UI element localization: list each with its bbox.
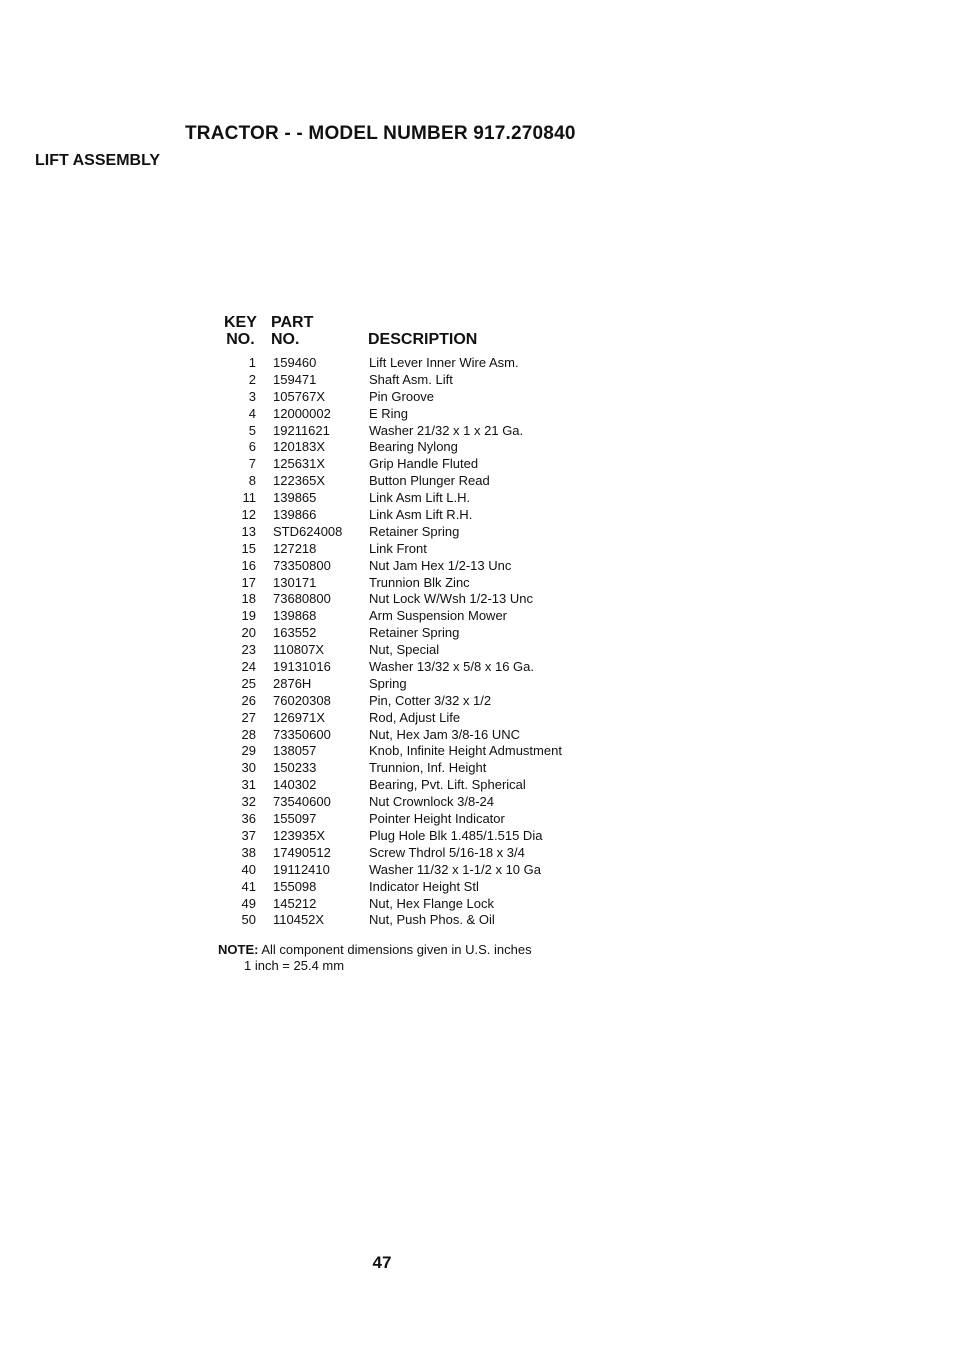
description-cell: Nut Jam Hex 1/2-13 Unc (369, 557, 512, 573)
parts-list (0, 355, 954, 929)
part-no-cell: 126971X (273, 709, 326, 725)
part-no-cell: 2876H (273, 675, 312, 691)
part-no-cell: 73350800 (273, 557, 331, 573)
part-no-cell: 122365X (273, 473, 326, 489)
table-row (0, 845, 954, 862)
part-no-cell: 110807X (273, 642, 325, 658)
description-cell: Knob, Infinite Height Admustment (369, 743, 562, 759)
key-no-cell: 1 (248, 355, 256, 370)
description-cell: Washer 13/32 x 5/8 x 16 Ga. (369, 659, 534, 675)
part-no-cell: 123935X (273, 827, 326, 843)
part-no-cell: 145212 (273, 895, 317, 911)
key-no-cell: 4 (248, 405, 256, 421)
part-no-cell: 17490512 (273, 844, 331, 860)
table-row (0, 406, 954, 423)
description-cell: Washer 21/32 x 1 x 21 Ga. (369, 422, 524, 438)
table-row (0, 811, 954, 828)
table-row (0, 896, 954, 913)
table-row (0, 372, 954, 389)
key-no-cell: 19 (241, 608, 256, 624)
key-no-cell: 37 (241, 827, 256, 843)
description-cell: Lift Lever Inner Wire Asm. (369, 355, 519, 370)
table-row (0, 676, 954, 693)
part-no-cell: 73540600 (273, 794, 331, 810)
description-cell: Trunnion Blk Zinc (369, 574, 470, 590)
key-no-cell: 31 (241, 777, 256, 793)
description-cell: Link Front (369, 540, 427, 556)
key-no-cell: 8 (248, 473, 256, 489)
table-row (0, 524, 954, 541)
key-no-cell: 26 (241, 692, 256, 708)
table-row (0, 659, 954, 676)
table-row (0, 862, 954, 879)
key-header-line2: NO. (226, 331, 255, 348)
key-no-cell: 41 (241, 878, 256, 894)
table-row (0, 608, 954, 625)
table-row (0, 693, 954, 710)
description-cell: Indicator Height Stl (369, 878, 479, 894)
table-row (0, 473, 954, 490)
part-no-cell: 73350600 (273, 726, 331, 742)
description-cell: Arm Suspension Mower (369, 608, 507, 624)
description-cell: Nut, Push Phos. & Oil (369, 912, 495, 928)
key-no-cell: 24 (241, 659, 256, 675)
description-cell: Link Asm Lift R.H. (369, 507, 473, 523)
table-row (0, 490, 954, 507)
table-row (0, 625, 954, 642)
part-no-cell: 155097 (273, 811, 317, 827)
key-no-cell: 6 (248, 439, 256, 455)
description-cell: Washer 11/32 x 1-1/2 x 10 Ga (369, 861, 541, 877)
part-no-cell: 139866 (273, 507, 317, 523)
description-cell: Grip Handle Fluted (369, 456, 479, 472)
key-no-cell: 17 (241, 574, 256, 590)
note-text: All component dimensions given in U.S. inches (258, 942, 532, 957)
note-conversion: 1 inch = 25.4 mm (244, 958, 345, 973)
description-cell: E Ring (369, 405, 409, 421)
description-cell: Pointer Height Indicator (369, 811, 505, 827)
table-row (0, 423, 954, 440)
part-no-cell: 19211621 (273, 422, 330, 438)
table-row (0, 591, 954, 608)
key-no-cell: 5 (248, 422, 256, 438)
note-label: NOTE: (218, 942, 259, 957)
column-header-description: DESCRIPTION (368, 331, 478, 348)
key-no-cell: 2 (248, 371, 256, 387)
table-row (0, 507, 954, 524)
key-no-cell: 15 (241, 540, 256, 556)
section-title: LIFT ASSEMBLY (35, 152, 161, 169)
key-no-cell: 50 (241, 912, 256, 928)
description-cell: Nut, Special (369, 642, 440, 658)
part-no-cell: STD624008 (273, 523, 343, 539)
key-header-line1: KEY (224, 314, 257, 331)
key-no-cell: 18 (241, 591, 256, 607)
part-no-cell: 159471 (273, 371, 317, 387)
table-row (0, 879, 954, 896)
column-header-key-no (224, 314, 257, 348)
part-no-cell: 19131016 (273, 659, 331, 675)
table-row (0, 743, 954, 760)
description-cell: Rod, Adjust Life (369, 709, 461, 725)
part-no-cell: 19112410 (273, 861, 330, 877)
key-no-cell: 23 (241, 642, 256, 658)
table-row (0, 575, 954, 592)
key-no-cell: 38 (241, 844, 256, 860)
part-no-cell: 130171 (273, 574, 317, 590)
table-row (0, 642, 954, 659)
part-no-cell: 76020308 (273, 692, 331, 708)
part-no-cell: 110452X (273, 912, 325, 928)
part-header-line1: PART (271, 314, 314, 331)
key-no-cell: 28 (241, 726, 256, 742)
table-row (0, 760, 954, 777)
key-no-cell: 25 (241, 675, 256, 691)
description-cell: Nut Lock W/Wsh 1/2-13 Unc (369, 591, 533, 607)
key-no-cell: 12 (241, 507, 256, 523)
description-cell: Spring (369, 675, 407, 691)
key-no-cell: 32 (241, 794, 256, 810)
description-cell: Bearing Nylong (369, 439, 458, 455)
part-header-line2: NO. (271, 331, 300, 348)
part-no-cell: 139868 (273, 608, 317, 624)
table-row (0, 828, 954, 845)
key-no-cell: 11 (242, 490, 256, 506)
key-no-cell: 40 (241, 861, 256, 877)
page-title: TRACTOR - - MODEL NUMBER 917.270840 (185, 123, 576, 144)
description-cell: Nut, Hex Jam 3/8-16 UNC (369, 726, 520, 742)
part-no-cell: 155098 (273, 878, 317, 894)
key-no-cell: 20 (241, 625, 256, 641)
key-no-cell: 36 (241, 811, 256, 827)
part-no-cell: 138057 (273, 743, 317, 759)
table-row (0, 777, 954, 794)
description-cell: Trunnion, Inf. Height (369, 760, 487, 776)
description-cell: Pin Groove (369, 388, 435, 404)
part-no-cell: 120183X (273, 439, 326, 455)
column-header-part-no (271, 314, 313, 348)
part-no-cell: 12000002 (273, 405, 331, 421)
key-no-cell: 30 (241, 760, 256, 776)
description-cell: Bearing, Pvt. Lift. Spherical (369, 777, 526, 793)
description-cell: Screw Thdrol 5/16-18 x 3/4 (369, 844, 525, 860)
table-row (0, 389, 954, 406)
description-cell: Button Plunger Read (369, 473, 490, 489)
table-row (0, 439, 954, 456)
key-no-cell: 49 (241, 895, 256, 911)
key-no-cell: 13 (241, 523, 256, 539)
key-no-cell: 3 (248, 388, 256, 404)
part-no-cell: 140302 (273, 777, 317, 793)
dimension-note (218, 942, 532, 974)
key-no-cell: 16 (241, 557, 256, 573)
part-no-cell: 163552 (273, 625, 317, 641)
description-cell: Shaft Asm. Lift (369, 371, 453, 387)
table-row (0, 710, 954, 727)
description-cell: Nut, Hex Flange Lock (369, 895, 495, 911)
part-no-cell: 105767X (273, 388, 326, 404)
table-row (0, 541, 954, 558)
table-row (0, 558, 954, 575)
part-no-cell: 150233 (273, 760, 317, 776)
description-cell: Nut Crownlock 3/8-24 (369, 794, 494, 810)
description-cell: Plug Hole Blk 1.485/1.515 Dia (369, 827, 543, 843)
part-no-cell: 139865 (273, 490, 317, 506)
description-cell: Retainer Spring (369, 625, 460, 641)
table-row (0, 727, 954, 744)
key-no-cell: 27 (241, 709, 256, 725)
table-row (0, 355, 954, 372)
description-cell: Pin, Cotter 3/32 x 1/2 (369, 692, 492, 708)
part-no-cell: 73680800 (273, 591, 331, 607)
description-cell: Retainer Spring (369, 523, 460, 539)
table-row (0, 794, 954, 811)
table-row (0, 456, 954, 473)
part-no-cell: 159460 (273, 355, 317, 370)
key-no-cell: 7 (248, 456, 256, 472)
description-cell: Link Asm Lift L.H. (369, 490, 471, 506)
key-no-cell: 29 (241, 743, 256, 759)
page-number: 47 (372, 1253, 392, 1272)
table-row (0, 912, 954, 929)
part-no-cell: 127218 (273, 540, 317, 556)
part-no-cell: 125631X (273, 456, 326, 472)
